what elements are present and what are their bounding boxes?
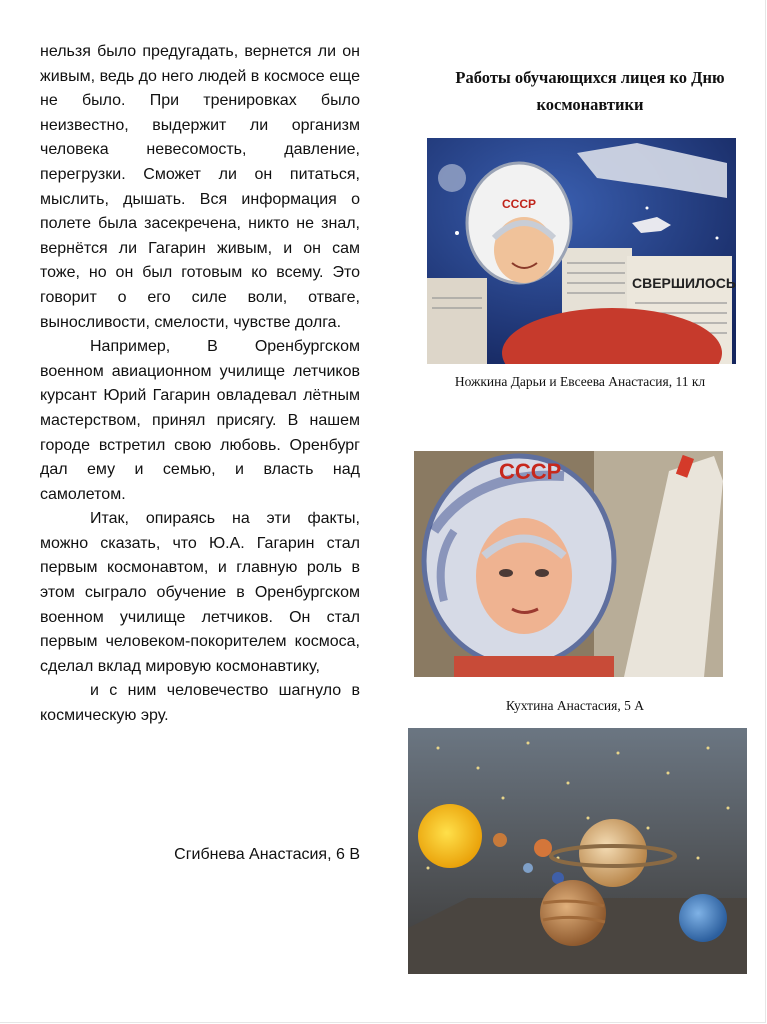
- newspaper-headline: СВЕРШИЛОСЬ: [632, 275, 736, 291]
- essay-paragraph-3: Итак, опираясь на эти факты, можно сказать, что Ю.А. Гагарин стал первым космонавтом, и главную роль в этом сыграло обучение в Оренбургском военном училище летчиков. Он стал первым человеком-покорителем космоса, сделал вклад мировую космонавтику,: [40, 510, 360, 675]
- gallery-title: Работы обучающихся лицея ко Дню космонавтики: [455, 68, 725, 114]
- essay-paragraph-1: нельзя было предугадать, вернется ли он живым, ведь до него людей в космосе еще не было. При тренировках было неизвестно, выдержит ли организм человека невесомость, давление, перегрузки. Сможет ли он питаться, мыслить, дышать. Вся информация о полете была засекречена, никто не знал, вернётся ли Гагарин живым, и он сам тоже, но он был готовым ко всему. Это говорит о его силе воли, отваге, выносливости, смелости, чувстве долга.: [40, 43, 360, 331]
- artwork-solar-system-model: [408, 728, 747, 974]
- artwork-painting-cosmonaut: [414, 451, 723, 677]
- artwork-2-caption: Кухтина Анастасия, 5 А: [506, 698, 644, 713]
- essay-paragraph-4: и с ним человечество шагнуло в космическую эру.: [40, 682, 360, 725]
- essay-signature: Сгибнева Анастасия, 6 В: [174, 846, 360, 863]
- solar-system-image: [408, 728, 747, 974]
- helmet-text-1: СССР: [502, 197, 537, 211]
- artwork-1-caption: Ножкина Дарьи и Евсеева Анастасия, 11 кл: [454, 374, 706, 389]
- artwork-painting-image: [414, 451, 723, 677]
- essay-paragraph-2: Например, В Оренбургском военном авиационном училище летчиков курсант Юрий Гагарин овладевал лётным мастерством, принял присягу. В нашем городе встретил свою любовь. Оренбург дал ему и семью, и власть над самолетом.: [40, 338, 360, 503]
- artwork-collage-gagarin: [427, 138, 736, 364]
- essay-text: [40, 40, 360, 729]
- artwork-collage-image: [427, 138, 736, 364]
- helmet-text-2: СССР: [499, 459, 562, 484]
